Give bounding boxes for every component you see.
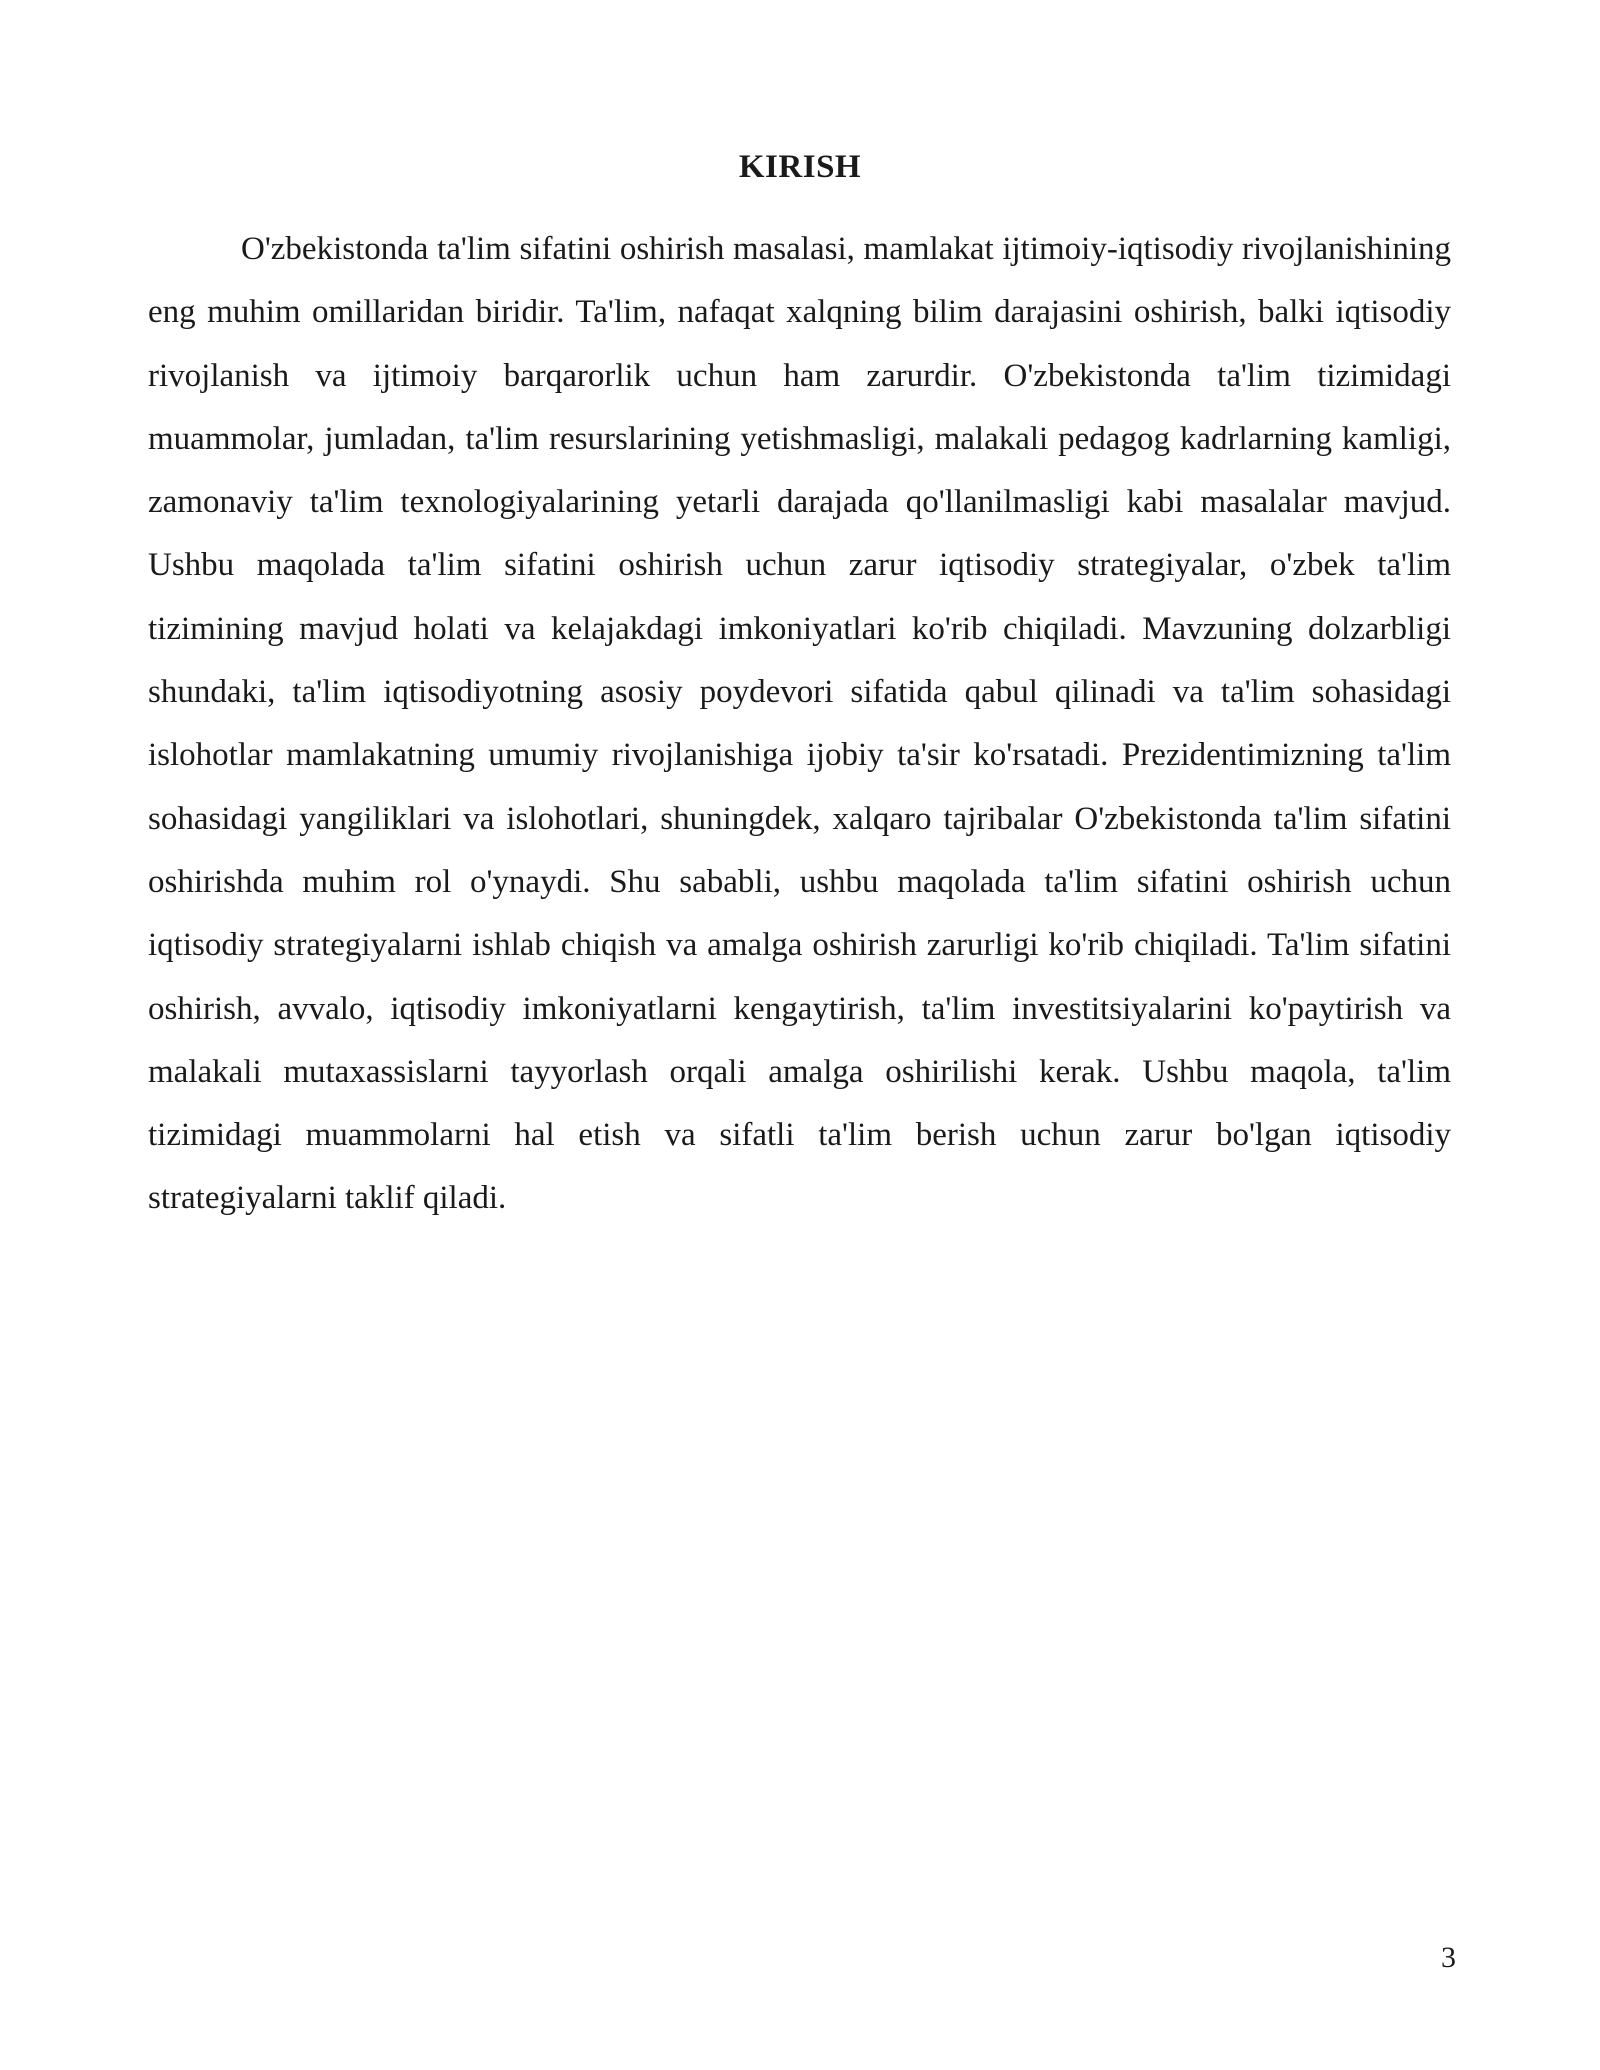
body-paragraph: O'zbekistonda ta'lim sifatini oshirish masalasi, mamlakat ijtimoiy-iqtisodiy rivojlanishining eng muhim omillaridan biridir. Ta'lim, nafaqat xalqning bilim darajasini oshirish, balki iqtisodiy rivojlanish va ijtimoiy barqarorlik uchun ham zarurdir. O'zbekistonda ta'lim tizimidagi muammolar, jumladan, ta'lim resurslarining yetishmasligi, malakali pedagog kadrlarning kamligi, zamonaviy ta'lim texnologiyalarining yetarli darajada qo'llanilmasligi kabi masalalar mavjud. Ushbu maqolada ta'lim sifatini oshirish uchun zarur iqtisodiy strategiyalar, o'zbek ta'lim tizimining mavjud holati va kelajakdagi imkoniyatlari ko'rib chiqiladi. Mavzuning dolzarbligi shundaki, ta'lim iqtisodiyotning asosiy poydevori sifatida qabul qilinadi va ta'lim sohasidagi islohotlar mamlakatning umumiy rivojlanishiga ijobiy ta'sir ko'rsatadi. Prezidentimizning ta'lim sohasidagi yangiliklari va islohotlari, shuningdek, xalqaro tajribalar O'zbekistonda ta'lim sifatini oshirishda muhim rol o'ynaydi. Shu sababli, ushbu maqolada ta'lim sifatini oshirish uchun iqtisodiy strategiyalarni ishlab chiqish va amalga oshirish zarurligi ko'rib chiqiladi. Ta'lim sifatini oshirish, avvalo, iqtisodiy imkoniyatlarni kengaytirish, ta'lim investitsiyalarini ko'paytirish va malakali mutaxassislarni tayyorlash orqali amalga oshirilishi kerak. Ushbu maqola, ta'lim tizimidagi muammolarni hal etish va sifatli ta'lim berish uchun zarur bo'lgan iqtisodiy strategiyalarni taklif qiladi. (148, 231, 1451, 1217)
section-heading: KIRISH (738, 149, 862, 185)
page-number: 3 (1441, 1941, 1456, 1974)
